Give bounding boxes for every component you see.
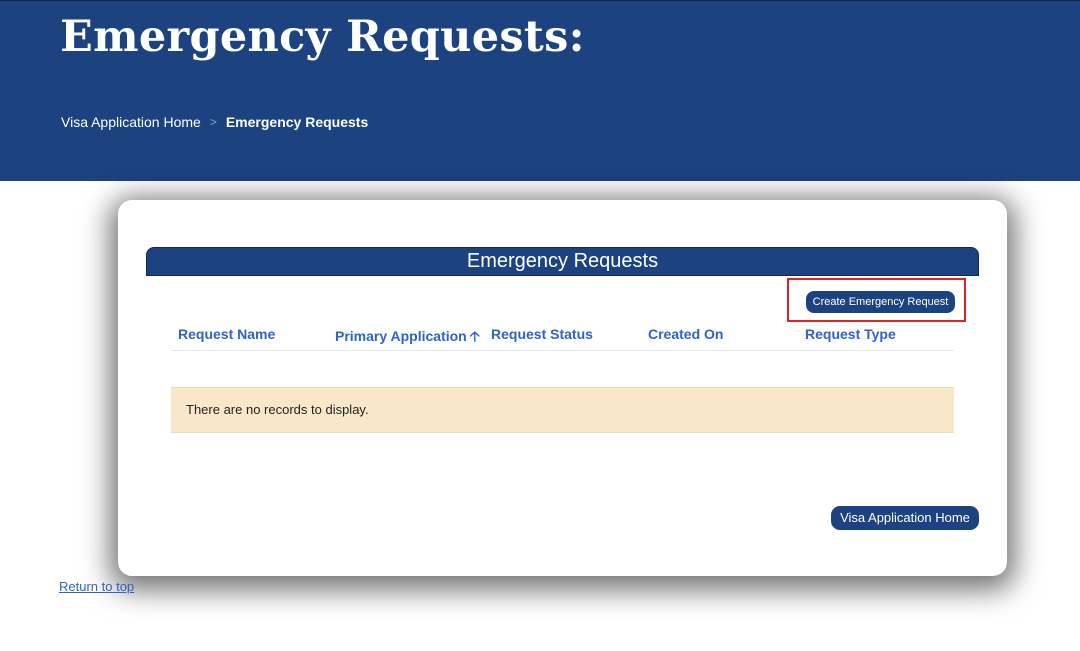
column-header-request-status[interactable]: Request Status bbox=[491, 326, 593, 342]
page-title: Emergency Requests: bbox=[60, 12, 585, 62]
page-header bbox=[0, 0, 1080, 181]
column-header-label: Primary Application bbox=[335, 328, 467, 344]
requests-card bbox=[118, 200, 1007, 576]
visa-application-home-button[interactable]: Visa Application Home bbox=[831, 506, 979, 530]
table-header bbox=[171, 324, 954, 351]
arrow-up-icon: 🡡 bbox=[469, 328, 480, 344]
breadcrumb bbox=[61, 114, 368, 130]
column-header-request-type[interactable]: Request Type bbox=[805, 326, 896, 342]
breadcrumb-home-link[interactable]: Visa Application Home bbox=[61, 114, 201, 130]
empty-message: There are no records to display. bbox=[171, 387, 954, 433]
panel-title: Emergency Requests bbox=[146, 247, 979, 276]
column-header-request-name[interactable]: Request Name bbox=[178, 326, 276, 342]
create-emergency-request-button[interactable]: Create Emergency Request bbox=[806, 291, 955, 313]
breadcrumb-current: Emergency Requests bbox=[225, 114, 369, 130]
column-header-created-on[interactable]: Created On bbox=[648, 326, 724, 342]
return-to-top-link[interactable]: Return to top bbox=[59, 579, 135, 594]
column-header-primary-application[interactable] bbox=[335, 326, 480, 350]
breadcrumb-separator: > bbox=[209, 115, 217, 129]
